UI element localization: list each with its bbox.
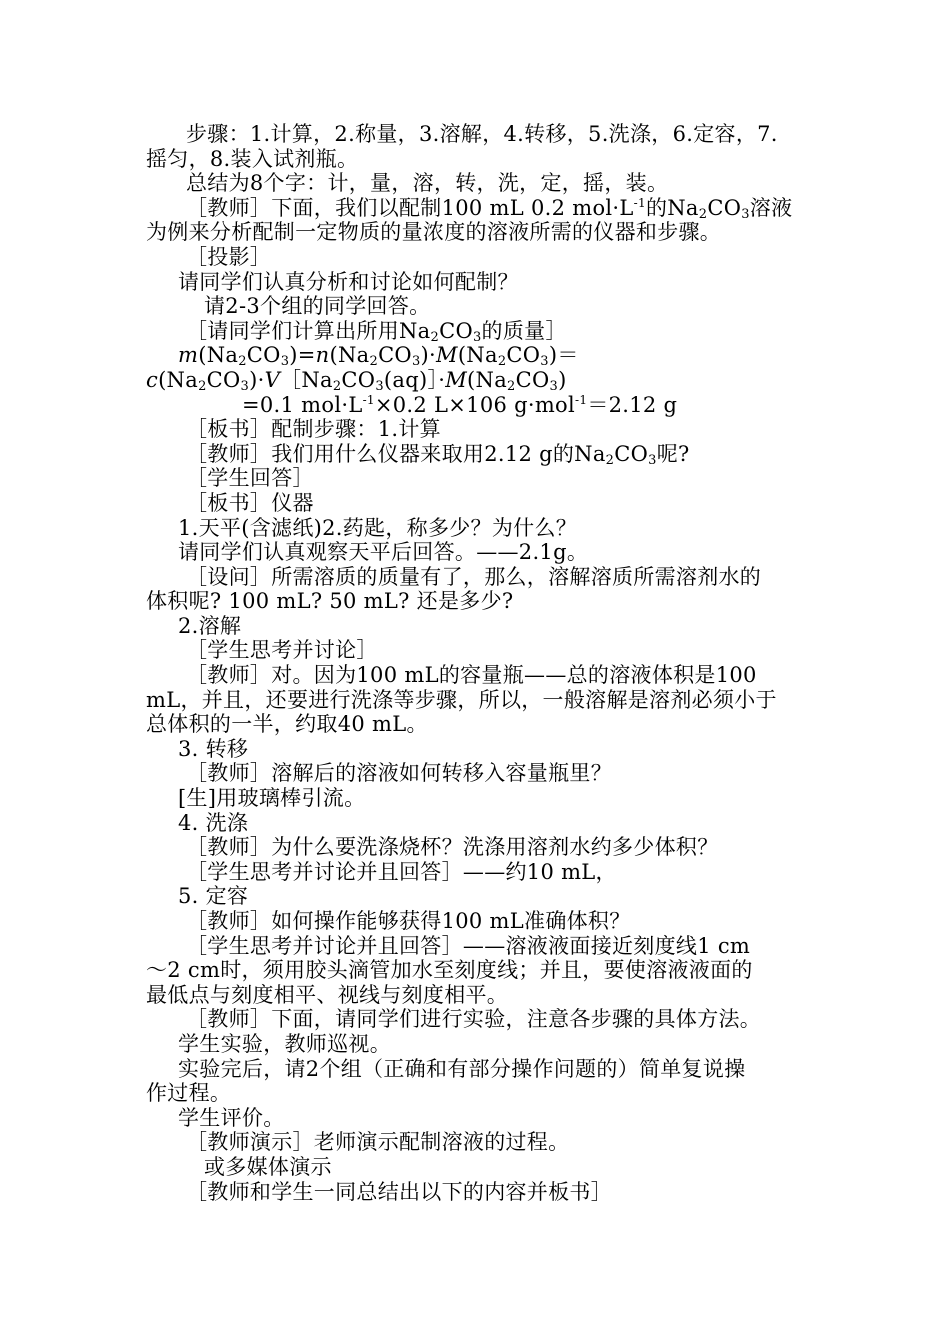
italic-symbol: M [436,343,458,368]
subscript-text: 3 [648,452,657,468]
text-run: 总体积的一半，约取40 mL。 [146,712,428,737]
text-run: ［教师］溶解后的溶液如何转移入容量瓶里？ [186,761,612,786]
subscript-text: 2 [605,452,615,468]
text-run: ［Na [280,367,333,392]
text-run: ［教师］如何操作能够获得100 mL准确体积？ [186,909,631,933]
superscript-text: -1 [633,195,646,210]
subscript-text: 2 [332,378,342,394]
subscript-text: 2 [507,378,516,394]
text-run: CO [206,367,241,392]
italic-symbol: M [445,367,468,392]
text-run: 或多媒体演示 [204,1154,332,1179]
subscript-text: 2 [198,378,207,394]
text-run: ［教师］下面，我们以配制100 mL 0.2 mol·L [186,195,634,220]
subscript-text: 2 [369,354,379,370]
text-run: 4. 洗涤 [178,810,249,835]
text-run: CO [378,343,412,368]
text-run: 学生评价。 [178,1105,285,1130]
subscript-text: 2 [238,354,247,370]
text-line [146,147,816,172]
subscript-text: 3 [411,354,421,370]
text-line [146,565,816,590]
text-line [146,663,816,688]
text-line [146,1130,816,1155]
text-line [146,1081,816,1106]
text-line [146,171,816,196]
text-line [146,319,816,344]
text-line [146,909,816,934]
text-run: ［学生回答］ [186,466,314,491]
text-line [146,860,816,885]
text-line [146,270,816,295]
subscript-text: 3 [240,378,250,394]
subscript-text: 2 [698,206,708,222]
text-line [146,343,816,368]
text-run: 2.溶解 [178,613,242,638]
subscript-text: 3 [540,354,549,370]
text-run: (Na [198,343,239,368]
italic-symbol: c [146,367,159,392]
text-line [146,1007,816,1032]
text-line [146,835,816,860]
text-line [146,884,816,909]
text-run: (Na [329,343,370,368]
text-run: 溶液 [749,195,793,220]
text-run: (Na [457,343,498,368]
text-run: 学生实验，教师巡视。 [178,1031,391,1056]
text-run: CO [506,343,541,368]
text-run: )= [289,343,316,368]
text-run: [生]用玻璃棒引流。 [178,786,366,811]
text-run: ［请同学们计算出所用Na [186,318,431,343]
subscript-text: 2 [430,329,440,345]
text-run: 请同学们认真观察天平后回答。——2.1g。 [178,540,589,565]
text-line [146,811,816,836]
text-run: )· [249,367,265,392]
text-line [146,737,816,762]
italic-symbol: V [264,367,281,392]
text-run: ［学生思考并讨论并且回答］——溶液液面接近刻度线1 cm [186,933,751,958]
text-line [146,688,816,713]
text-run: ) [558,367,567,392]
text-run: CO [707,195,742,220]
text-line [146,417,816,442]
text-line [146,1106,816,1131]
document-body [146,122,816,1204]
text-run: 1.天平(含滤纸)2.药匙，称多少？为什么？ [178,515,578,540]
text-run: ［教师］我们用什么仪器来取用2.12 g的Na [186,441,606,466]
text-run: =0.1 mol·L [242,392,363,417]
text-run: 呢? [656,441,690,466]
italic-symbol: n [315,343,330,368]
text-line [146,1032,816,1057]
text-line [146,368,816,393]
text-run: 5. 定容 [178,884,249,909]
text-run: ［教师演示］老师演示配制溶液的过程。 [186,1130,570,1155]
text-line [146,958,816,983]
text-run: 请2-3个组的同学回答。 [204,294,431,319]
text-run: )＝ [548,343,579,368]
text-run: 为例来分析配制一定物质的量浓度的溶液所需的仪器和步骤。 [146,220,722,245]
text-line [146,122,816,147]
text-run: 请同学们认真分析和讨论如何配制？ [178,269,519,294]
text-line [146,1155,816,1180]
text-run: 摇匀，8.装入试剂瓶。 [146,146,359,171]
text-run: CO [246,343,281,368]
text-line [146,220,816,245]
italic-symbol: m [178,343,199,368]
text-line [146,1180,816,1205]
text-run: ［设问］所需溶质的质量有了，那么，溶解溶质所需溶剂水的 [186,564,762,589]
text-run: (Na [158,367,199,392]
text-run: 步骤：1.计算，2.称量，3.溶解，4.转移，5.洗涤，6.定容，7. [186,122,778,146]
text-run: ［投影］ [186,244,272,269]
text-run: 体积呢? 100 mL? 50 mL? 还是多少? [146,589,514,614]
text-run: 最低点与刻度相平、视线与刻度相平。 [146,982,509,1007]
text-run: ［板书］仪器 [186,490,314,515]
text-run: 3. 转移 [178,736,249,761]
text-line [146,466,816,491]
subscript-text: 3 [375,378,384,394]
text-run: 作过程。 [146,1081,232,1106]
text-run: ［学生思考并讨论］ [186,638,378,663]
text-run: mL，并且，还要进行洗涤等步骤，所以，一般溶解是溶剂必须小于 [146,687,777,712]
text-line [146,442,816,467]
text-line [146,589,816,614]
superscript-text: -1 [362,392,375,407]
text-line [146,934,816,959]
text-run: ［板书］配制步骤：1.计算 [186,417,441,442]
text-run: 总结为8个字：计，量，溶，转，洗，定，摇，装。 [186,171,669,196]
text-line [146,294,816,319]
text-run: (Na [467,367,508,392]
text-line [146,712,816,737]
superscript-text: -1 [575,392,588,407]
subscript-text: 3 [549,378,559,394]
text-run: CO [341,367,376,392]
text-run: (aq)］· [383,367,446,392]
text-run: CO [515,367,550,392]
subscript-text: 2 [497,354,507,370]
text-line [146,491,816,516]
text-run: 的质量］ [481,318,567,343]
text-run: ～2 cm时，须用胶头滴管加水至刻度线；并且，要使溶液液面的 [146,958,753,983]
subscript-text: 3 [472,329,482,345]
text-line [146,245,816,270]
text-run: ［教师］对。因为100 mL的容量瓶——总的溶液体积是100 [186,663,757,688]
text-line [146,516,816,541]
text-line [146,540,816,565]
text-run: ×0.2 L×106 g·mol [374,392,576,417]
text-line [146,1057,816,1082]
text-run: 的Na [645,195,699,220]
subscript-text: 3 [280,354,290,370]
text-run: ［教师和学生一同总结出以下的内容并板书］ [186,1179,612,1204]
text-run: CO [614,441,649,466]
text-run: ＝2.12 g [587,392,678,417]
text-run: 实验完后，请2个组（正确和有部分操作问题的）简单复说操 [178,1056,746,1081]
text-line [146,786,816,811]
text-line [146,393,816,418]
text-line [146,196,816,221]
text-line [146,638,816,663]
text-run: CO [439,318,473,343]
text-run: ［学生思考并讨论并且回答］——约10 mL， [186,859,617,884]
text-line [146,614,816,639]
text-run: ［教师］为什么要洗涤烧杯？洗涤用溶剂水约多少体积？ [186,835,719,860]
text-line [146,761,816,786]
text-run: )· [420,343,436,368]
subscript-text: 3 [741,206,750,222]
text-line [146,983,816,1008]
text-run: ［教师］下面，请同学们进行实验，注意各步骤的具体方法。 [186,1007,762,1032]
